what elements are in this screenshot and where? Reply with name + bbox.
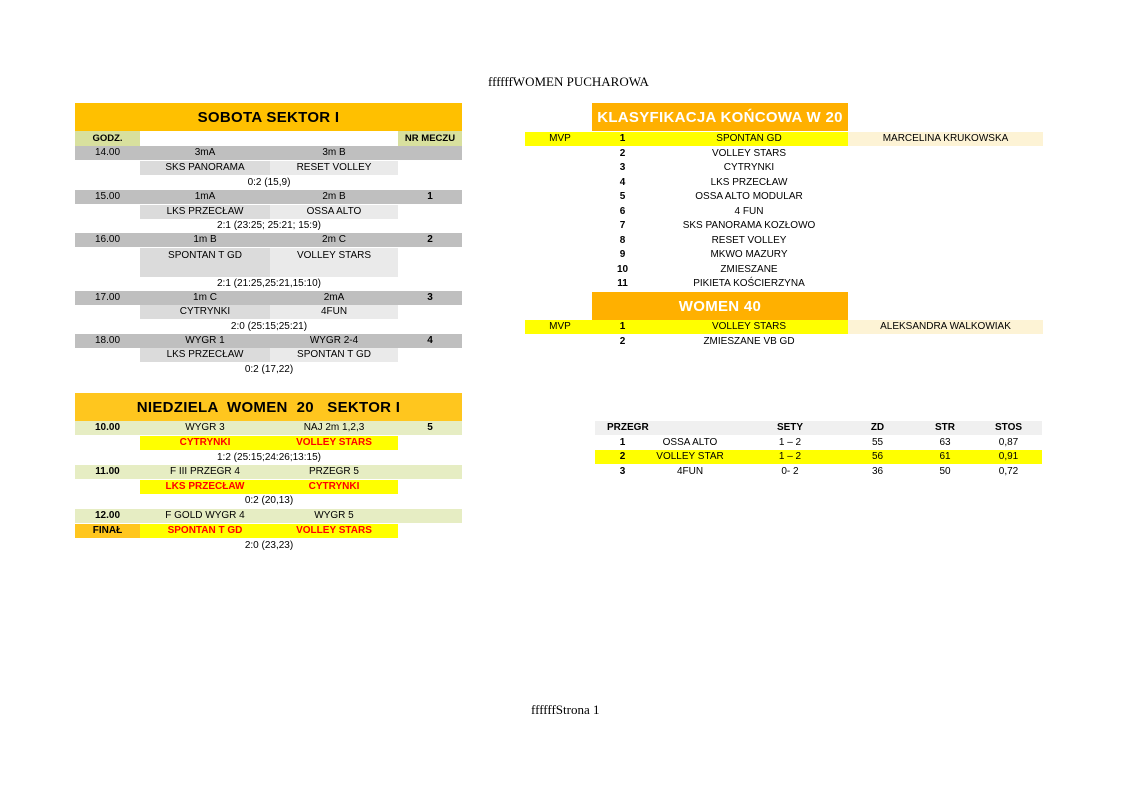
ranking-row — [525, 161, 1043, 175]
match-score: 2:0 (23,23) — [244, 540, 294, 551]
match-time: 16.00 — [94, 234, 121, 245]
team-a: CYTRYNKI — [140, 436, 270, 450]
nr-meczu-label: NR MECZU — [398, 131, 462, 146]
rank-team: 4 FUN — [734, 206, 764, 217]
rank-number: 11 — [617, 278, 628, 289]
stats-header-row — [595, 421, 1042, 435]
ranking-row — [525, 335, 1043, 349]
ranking-row — [525, 248, 1043, 262]
rank-number: 2 — [619, 148, 626, 159]
match-time: 15.00 — [94, 191, 121, 202]
team-a: LKS PRZECŁAW — [140, 480, 270, 494]
column-label-row — [75, 131, 462, 146]
match-time: 14.00 — [94, 147, 121, 158]
ranking-row — [525, 205, 1043, 219]
ranking-row — [525, 190, 1043, 204]
stats-header-sety: SETY — [776, 422, 804, 433]
team-b: 4FUN — [270, 305, 398, 319]
ranking-row — [525, 277, 1043, 291]
stats-sety: 1 – 2 — [778, 451, 802, 462]
match-score: 2:1 (23:25; 25:21; 15:9) — [217, 220, 321, 231]
match-time-row — [75, 334, 462, 348]
slot-b: 2mA — [323, 292, 345, 303]
ranking-row — [525, 219, 1043, 233]
match-time: 10.00 — [94, 422, 121, 433]
match-number: 1 — [427, 191, 433, 202]
stats-row — [595, 436, 1042, 450]
team-a: CYTRYNKI — [140, 305, 270, 319]
match-time-row — [75, 233, 462, 247]
rank-number: 1 — [595, 320, 650, 334]
mvp-player-name: MARCELINA KRUKOWSKA — [848, 132, 1043, 146]
team-a: SPONTAN T GD — [140, 524, 270, 538]
slot-a: 1mA — [194, 191, 216, 202]
match-teams-row — [75, 305, 462, 319]
match-time-row — [75, 146, 462, 160]
stats-team: 4FUN — [676, 466, 704, 477]
rank-number: 7 — [619, 220, 626, 231]
stats-team: VOLLEY STAR — [656, 451, 724, 462]
ranking-row — [525, 263, 1043, 277]
page-footer: ffffffStrona 1 — [531, 702, 600, 717]
rank-team: SPONTAN GD — [650, 132, 848, 146]
rank-team: RESET VOLLEY — [711, 235, 787, 246]
page-title: ffffffWOMEN PUCHAROWA — [488, 74, 649, 89]
match-time-row — [75, 509, 462, 523]
rank-team: LKS PRZECŁAW — [710, 177, 788, 188]
rank-team: VOLLEY STARS — [650, 320, 848, 334]
slot-b: 2m B — [322, 191, 346, 202]
slot-a: WYGR 1 — [185, 335, 225, 346]
slot-a: 1m C — [193, 292, 217, 303]
match-number: 3 — [427, 292, 433, 303]
team-b: VOLLEY STARS — [270, 248, 398, 277]
stats-header-zd: ZD — [870, 422, 885, 433]
team-b: SPONTAN T GD — [270, 348, 398, 362]
team-b: RESET VOLLEY — [270, 161, 398, 175]
match-score: 0:2 (15,9) — [247, 177, 291, 188]
match-number — [398, 146, 462, 160]
slot-b: 3m B — [322, 147, 346, 158]
match-time-row — [75, 190, 462, 204]
rank-number: 6 — [619, 206, 626, 217]
match-time: 18.00 — [94, 335, 121, 346]
stats-zd: 56 — [871, 451, 884, 462]
stats-header-stos: STOS — [994, 422, 1023, 433]
slot-a: F GOLD WYGR 4 — [165, 510, 245, 521]
rank-number: 4 — [619, 177, 626, 188]
rank-number: 1 — [595, 132, 650, 146]
stats-row — [595, 465, 1042, 479]
match-time: 17.00 — [94, 292, 121, 303]
match-number — [398, 465, 462, 479]
slot-b: NAJ 2m 1,2,3 — [303, 422, 365, 433]
rank-number: 8 — [619, 235, 626, 246]
match-time-row — [75, 465, 462, 479]
match-score: 2:1 (21:25,25:21,15:10) — [217, 278, 321, 289]
match-score: 1:2 (25:15;24:26;13:15) — [217, 452, 321, 463]
match-teams-row — [75, 248, 462, 277]
slot-b: WYGR 2-4 — [309, 335, 359, 346]
stats-sety: 0- 2 — [781, 466, 799, 477]
ranking-row — [525, 176, 1043, 190]
godz-label: GODZ. — [75, 131, 140, 146]
niedziela-header: NIEDZIELA WOMEN 20 SEKTOR I — [75, 393, 462, 421]
team-b: OSSA ALTO — [270, 205, 398, 219]
stats-sety: 1 – 2 — [778, 437, 802, 448]
rank-team: OSSA ALTO MODULAR — [695, 191, 803, 202]
stats-zd: 36 — [871, 466, 884, 477]
match-number — [398, 509, 462, 523]
rank-team: CYTRYNKI — [723, 162, 775, 173]
stats-row-highlight — [595, 450, 1042, 464]
final-teams-row — [75, 524, 462, 538]
stats-zd: 55 — [871, 437, 884, 448]
match-score: 0:2 (17,22) — [244, 364, 294, 375]
match-number: 5 — [427, 422, 433, 433]
slot-b: PRZEGR 5 — [308, 466, 359, 477]
slot-a: 3mA — [194, 147, 216, 158]
match-time-row — [75, 421, 462, 435]
rank-number: 3 — [619, 162, 626, 173]
rank-team: PIKIETA KOŚCIERZYNA — [693, 278, 805, 289]
ranking-row — [525, 147, 1043, 161]
final-label: FINAŁ — [75, 524, 140, 538]
rank-number: 10 — [616, 264, 629, 275]
team-b: CYTRYNKI — [270, 480, 398, 494]
team-b: VOLLEY STARS — [270, 436, 398, 450]
stats-header-przegr: PRZEGR — [607, 422, 649, 433]
team-a: LKS PRZECŁAW — [140, 205, 270, 219]
rank-team: SKS PANORAMA KOZŁOWO — [682, 220, 816, 231]
mvp-label: MVP — [525, 132, 595, 146]
sobota-header: SOBOTA SEKTOR I — [75, 103, 462, 131]
stats-str: 63 — [939, 437, 951, 448]
stats-team: OSSA ALTO — [662, 437, 718, 448]
ranking-row-mvp — [525, 132, 1043, 146]
match-time: 12.00 — [94, 510, 121, 521]
slot-a: WYGR 3 — [185, 422, 225, 433]
match-teams-row — [75, 161, 462, 175]
mvp-label: MVP — [525, 320, 595, 334]
rank-team: VOLLEY STARS — [711, 148, 787, 159]
match-teams-row — [75, 480, 462, 494]
stats-rank: 3 — [619, 466, 626, 477]
match-teams-row — [75, 436, 462, 450]
rank-number: 2 — [619, 336, 626, 347]
slot-a: F III PRZEGR 4 — [169, 466, 240, 477]
stats-str: 50 — [939, 466, 951, 477]
team-a: SPONTAN T GD — [140, 248, 270, 277]
match-time-row — [75, 291, 462, 305]
rank-team: ZMIESZANE — [720, 264, 778, 275]
match-teams-row — [75, 348, 462, 362]
team-b: VOLLEY STARS — [270, 524, 398, 538]
stats-rank: 1 — [619, 437, 626, 448]
stats-stos: 0,91 — [998, 451, 1019, 462]
klasyfikacja-w20-header: KLASYFIKACJA KOŃCOWA W 20 — [592, 103, 848, 131]
slot-b: 2m C — [322, 234, 346, 245]
match-number: 2 — [427, 234, 433, 245]
team-a: SKS PANORAMA — [140, 161, 270, 175]
stats-str: 61 — [939, 451, 951, 462]
stats-stos: 0,72 — [998, 466, 1019, 477]
ranking-row — [525, 234, 1043, 248]
ranking-row-mvp — [525, 320, 1043, 334]
match-score: 2:0 (25:15;25:21) — [230, 321, 308, 332]
rank-number: 5 — [619, 191, 626, 202]
stats-stos: 0,87 — [998, 437, 1019, 448]
match-score: 0:2 (20,13) — [244, 495, 294, 506]
match-teams-row — [75, 205, 462, 219]
mvp-player-name: ALEKSANDRA WALKOWIAK — [848, 320, 1043, 334]
stats-rank: 2 — [619, 451, 626, 462]
rank-team: ZMIESZANE VB GD — [703, 336, 795, 347]
slot-a: 1m B — [193, 234, 217, 245]
rank-team: MKWO MAZURY — [710, 249, 788, 260]
stats-header-str: STR — [935, 422, 955, 433]
slot-b: WYGR 5 — [314, 510, 354, 521]
match-time: 11.00 — [95, 466, 120, 477]
women40-header: WOMEN 40 — [592, 292, 848, 320]
match-number: 4 — [427, 335, 433, 346]
team-a: LKS PRZECŁAW — [140, 348, 270, 362]
rank-number: 9 — [619, 249, 626, 260]
